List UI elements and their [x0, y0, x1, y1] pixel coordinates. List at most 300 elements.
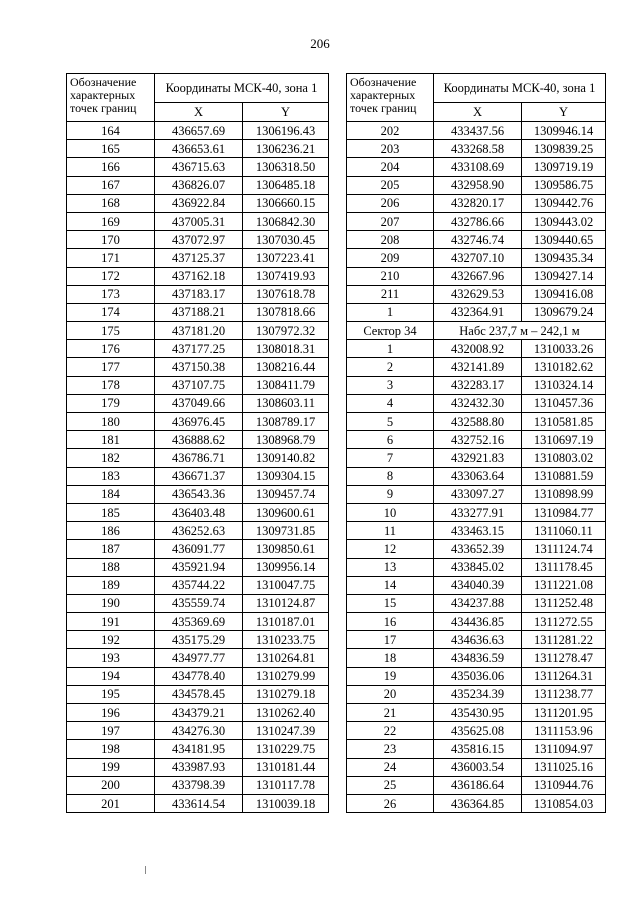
point-number: 208: [347, 231, 434, 249]
table-row: [67, 540, 329, 558]
table-row: [67, 376, 329, 394]
table-row: [347, 649, 606, 667]
table-row: [347, 394, 606, 412]
point-number: 201: [67, 794, 155, 812]
y-coordinate: 1309457.74: [243, 485, 329, 503]
point-number: 175: [67, 322, 155, 340]
point-number: 183: [67, 467, 155, 485]
y-coordinate: 1310279.99: [243, 667, 329, 685]
table-row: [347, 594, 606, 612]
x-coordinate: 432008.92: [434, 340, 522, 358]
table-row: [347, 776, 606, 794]
x-coordinate: 433987.93: [155, 758, 243, 776]
x-coordinate: 433097.27: [434, 485, 522, 503]
point-number: 195: [67, 685, 155, 703]
point-number: 211: [347, 285, 434, 303]
table-row: [347, 704, 606, 722]
point-number: 179: [67, 394, 155, 412]
x-coordinate: 437005.31: [155, 212, 243, 230]
x-coordinate: 434040.39: [434, 576, 522, 594]
x-coordinate: 437188.21: [155, 303, 243, 321]
point-number: 15: [347, 594, 434, 612]
table-row: [67, 394, 329, 412]
y-coordinate: 1310181.44: [243, 758, 329, 776]
y-coordinate: 1310033.26: [522, 340, 606, 358]
point-number: 11: [347, 522, 434, 540]
y-coordinate: 1311252.48: [522, 594, 606, 612]
point-number: 166: [67, 158, 155, 176]
y-header: Y: [243, 103, 329, 122]
x-coordinate: 433268.58: [434, 140, 522, 158]
x-coordinate: 433463.15: [434, 522, 522, 540]
point-number: 207: [347, 212, 434, 230]
table-row: [67, 140, 329, 158]
y-coordinate: 1308789.17: [243, 413, 329, 431]
y-coordinate: 1311153.96: [522, 722, 606, 740]
point-number: 21: [347, 704, 434, 722]
table-row: [67, 449, 329, 467]
point-number: 164: [67, 122, 155, 140]
point-number: 22: [347, 722, 434, 740]
x-coordinate: 432667.96: [434, 267, 522, 285]
y-coordinate: 1306485.18: [243, 176, 329, 194]
y-coordinate: 1309304.15: [243, 467, 329, 485]
y-coordinate: 1310233.75: [243, 631, 329, 649]
table-row: [347, 140, 606, 158]
y-coordinate: 1309435.34: [522, 249, 606, 267]
point-number: 172: [67, 267, 155, 285]
table-row: [347, 303, 606, 321]
table-row: [67, 267, 329, 285]
x-coordinate: 433798.39: [155, 776, 243, 794]
table-row: [67, 576, 329, 594]
sector-section: [347, 322, 606, 340]
page-number: 206: [310, 36, 330, 51]
y-coordinate: 1310854.03: [522, 794, 606, 812]
point-number: 188: [67, 558, 155, 576]
y-coordinate: 1311025.16: [522, 758, 606, 776]
table-row: [67, 358, 329, 376]
coordinates-body-left: [67, 122, 329, 813]
point-number: 165: [67, 140, 155, 158]
x-coordinate: 434836.59: [434, 649, 522, 667]
x-coordinate: 432746.74: [434, 231, 522, 249]
point-number: 204: [347, 158, 434, 176]
point-number: 196: [67, 704, 155, 722]
x-coordinate: 436657.69: [155, 122, 243, 140]
x-coordinate: 437183.17: [155, 285, 243, 303]
table-row: [347, 613, 606, 631]
table-row: [347, 722, 606, 740]
y-coordinate: 1308603.11: [243, 394, 329, 412]
x-coordinate: 433108.69: [434, 158, 522, 176]
x-coordinate: 436653.61: [155, 140, 243, 158]
x-coordinate: 432707.10: [434, 249, 522, 267]
coordinates-body-right-top: [347, 122, 606, 322]
point-number: 173: [67, 285, 155, 303]
x-coordinate: 432921.83: [434, 449, 522, 467]
x-coordinate: 435921.94: [155, 558, 243, 576]
y-coordinate: 1310264.81: [243, 649, 329, 667]
point-number: 185: [67, 503, 155, 521]
y-coordinate: 1311272.55: [522, 613, 606, 631]
x-coordinate: 433614.54: [155, 794, 243, 812]
x-coordinate: 435369.69: [155, 613, 243, 631]
x-coordinate: 435744.22: [155, 576, 243, 594]
table-row: [67, 285, 329, 303]
x-coordinate: 433652.39: [434, 540, 522, 558]
y-coordinate: 1310881.59: [522, 467, 606, 485]
y-coordinate: 1306660.15: [243, 194, 329, 212]
table-row: [347, 413, 606, 431]
point-number: 13: [347, 558, 434, 576]
point-number: 198: [67, 740, 155, 758]
y-coordinate: 1310803.02: [522, 449, 606, 467]
y-coordinate: 1311221.08: [522, 576, 606, 594]
table-row: [347, 540, 606, 558]
x-coordinate: 435036.06: [434, 667, 522, 685]
y-header: Y: [522, 103, 606, 122]
point-number: 210: [347, 267, 434, 285]
y-coordinate: 1310944.76: [522, 776, 606, 794]
y-coordinate: 1310984.77: [522, 503, 606, 521]
table-row: [67, 231, 329, 249]
point-number: 17: [347, 631, 434, 649]
y-coordinate: 1306236.21: [243, 140, 329, 158]
table-row: [67, 340, 329, 358]
y-coordinate: 1310457.36: [522, 394, 606, 412]
x-coordinate: 432629.53: [434, 285, 522, 303]
x-coordinate: 437177.25: [155, 340, 243, 358]
table-row: [67, 503, 329, 521]
point-number: 199: [67, 758, 155, 776]
y-coordinate: 1311178.45: [522, 558, 606, 576]
table-row: [347, 522, 606, 540]
y-coordinate: 1311094.97: [522, 740, 606, 758]
y-coordinate: 1310279.18: [243, 685, 329, 703]
y-coordinate: 1310124.87: [243, 594, 329, 612]
table-row: [67, 631, 329, 649]
y-coordinate: 1309679.24: [522, 303, 606, 321]
coordinates-body-right-bottom: [347, 340, 606, 813]
point-number: 206: [347, 194, 434, 212]
coordinates-table-left: [66, 73, 329, 813]
x-coordinate: 432786.66: [434, 212, 522, 230]
table-row: [67, 794, 329, 812]
point-number: 189: [67, 576, 155, 594]
table-row: [67, 303, 329, 321]
coords-title-header: Координаты МСК-40, зона 1: [155, 74, 329, 103]
table-row: [67, 740, 329, 758]
table-row: [67, 522, 329, 540]
y-coordinate: 1307419.93: [243, 267, 329, 285]
y-coordinate: 1311201.95: [522, 704, 606, 722]
table-row: [347, 631, 606, 649]
x-coordinate: 434237.88: [434, 594, 522, 612]
point-number: 180: [67, 413, 155, 431]
x-coordinate: 434436.85: [434, 613, 522, 631]
table-row: [347, 122, 606, 140]
x-coordinate: 432283.17: [434, 376, 522, 394]
table-row: [67, 558, 329, 576]
table-row: [67, 685, 329, 703]
y-coordinate: 1308216.44: [243, 358, 329, 376]
point-label-header: Обозначение характерных точек границ: [347, 74, 434, 122]
table-row: [347, 358, 606, 376]
table-row: [67, 194, 329, 212]
x-coordinate: 432958.90: [434, 176, 522, 194]
y-coordinate: 1310187.01: [243, 613, 329, 631]
x-coordinate: 432364.91: [434, 303, 522, 321]
y-coordinate: 1311278.47: [522, 649, 606, 667]
x-coordinate: 436091.77: [155, 540, 243, 558]
x-coordinate: 432432.30: [434, 394, 522, 412]
y-coordinate: 1310039.18: [243, 794, 329, 812]
point-number: 7: [347, 449, 434, 467]
y-coordinate: 1310898.99: [522, 485, 606, 503]
x-coordinate: 432588.80: [434, 413, 522, 431]
point-number: 25: [347, 776, 434, 794]
y-coordinate: 1308968.79: [243, 431, 329, 449]
table-row: [347, 158, 606, 176]
point-number: 192: [67, 631, 155, 649]
scan-mark: [145, 866, 146, 874]
table-row: [67, 722, 329, 740]
x-coordinate: 434578.45: [155, 685, 243, 703]
sector-row: [347, 322, 606, 340]
x-coordinate: 434276.30: [155, 722, 243, 740]
point-number: 4: [347, 394, 434, 412]
y-coordinate: 1310247.39: [243, 722, 329, 740]
table-row: [67, 667, 329, 685]
sector-name: Сектор 34: [347, 322, 434, 340]
y-coordinate: 1307972.32: [243, 322, 329, 340]
x-coordinate: 432752.16: [434, 431, 522, 449]
table-row: [347, 340, 606, 358]
point-number: 190: [67, 594, 155, 612]
x-coordinate: 434181.95: [155, 740, 243, 758]
point-number: 19: [347, 667, 434, 685]
y-coordinate: 1307818.66: [243, 303, 329, 321]
y-coordinate: 1310262.40: [243, 704, 329, 722]
x-coordinate: 434379.21: [155, 704, 243, 722]
point-number: 209: [347, 249, 434, 267]
point-number: 191: [67, 613, 155, 631]
sector-height-range: Набс 237,7 м – 242,1 м: [434, 322, 606, 340]
x-coordinate: 437181.20: [155, 322, 243, 340]
point-number: 177: [67, 358, 155, 376]
x-coordinate: 433845.02: [434, 558, 522, 576]
x-header: X: [155, 103, 243, 122]
y-coordinate: 1307223.41: [243, 249, 329, 267]
x-coordinate: 433063.64: [434, 467, 522, 485]
x-coordinate: 437072.97: [155, 231, 243, 249]
y-coordinate: 1306196.43: [243, 122, 329, 140]
x-coordinate: 435175.29: [155, 631, 243, 649]
table-row: [347, 267, 606, 285]
table-row: [67, 176, 329, 194]
table-row: [67, 158, 329, 176]
point-number: 181: [67, 431, 155, 449]
y-coordinate: 1308018.31: [243, 340, 329, 358]
y-coordinate: 1310229.75: [243, 740, 329, 758]
y-coordinate: 1311060.11: [522, 522, 606, 540]
y-coordinate: 1310581.85: [522, 413, 606, 431]
point-number: 8: [347, 467, 434, 485]
table-row: [347, 176, 606, 194]
x-coordinate: 435234.39: [434, 685, 522, 703]
table-row: [67, 122, 329, 140]
point-number: 10: [347, 503, 434, 521]
x-coordinate: 436543.36: [155, 485, 243, 503]
point-label-header: Обозначение характерных точек границ: [67, 74, 155, 122]
point-number: 170: [67, 231, 155, 249]
point-number: 200: [67, 776, 155, 794]
y-coordinate: 1309586.75: [522, 176, 606, 194]
point-number: 203: [347, 140, 434, 158]
table-row: [347, 431, 606, 449]
y-coordinate: 1310182.62: [522, 358, 606, 376]
y-coordinate: 1309719.19: [522, 158, 606, 176]
table-row: [67, 776, 329, 794]
point-number: 169: [67, 212, 155, 230]
y-coordinate: 1310697.19: [522, 431, 606, 449]
point-number: 193: [67, 649, 155, 667]
table-row: [347, 503, 606, 521]
y-coordinate: 1309416.08: [522, 285, 606, 303]
x-coordinate: 436976.45: [155, 413, 243, 431]
x-coordinate: 434778.40: [155, 667, 243, 685]
table-row: [67, 249, 329, 267]
table-row: [347, 576, 606, 594]
point-number: 23: [347, 740, 434, 758]
table-row: [67, 649, 329, 667]
point-number: 14: [347, 576, 434, 594]
point-number: 6: [347, 431, 434, 449]
table-row: [347, 285, 606, 303]
table-row: [347, 467, 606, 485]
table-row: [347, 449, 606, 467]
x-coordinate: 436252.63: [155, 522, 243, 540]
table-row: [347, 794, 606, 812]
point-number: 26: [347, 794, 434, 812]
y-coordinate: 1308411.79: [243, 376, 329, 394]
x-coordinate: 435430.95: [434, 704, 522, 722]
point-number: 9: [347, 485, 434, 503]
table-row: [347, 231, 606, 249]
table-row: [347, 558, 606, 576]
table-row: [67, 212, 329, 230]
y-coordinate: 1309731.85: [243, 522, 329, 540]
point-number: 171: [67, 249, 155, 267]
x-coordinate: 437125.37: [155, 249, 243, 267]
y-coordinate: 1311264.31: [522, 667, 606, 685]
point-number: 186: [67, 522, 155, 540]
y-coordinate: 1309946.14: [522, 122, 606, 140]
table-row: [67, 413, 329, 431]
x-coordinate: 436403.48: [155, 503, 243, 521]
y-coordinate: 1311238.77: [522, 685, 606, 703]
point-number: 1: [347, 340, 434, 358]
x-coordinate: 436364.85: [434, 794, 522, 812]
point-number: 3: [347, 376, 434, 394]
table-row: [67, 485, 329, 503]
x-coordinate: 435625.08: [434, 722, 522, 740]
table-row: [347, 376, 606, 394]
y-coordinate: 1310047.75: [243, 576, 329, 594]
point-number: 182: [67, 449, 155, 467]
y-coordinate: 1307030.45: [243, 231, 329, 249]
point-number: 24: [347, 758, 434, 776]
x-coordinate: 436786.71: [155, 449, 243, 467]
x-coordinate: 435816.15: [434, 740, 522, 758]
point-number: 2: [347, 358, 434, 376]
y-coordinate: 1307618.78: [243, 285, 329, 303]
x-coordinate: 436888.62: [155, 431, 243, 449]
table-row: [67, 467, 329, 485]
point-number: 178: [67, 376, 155, 394]
point-number: 187: [67, 540, 155, 558]
y-coordinate: 1311281.22: [522, 631, 606, 649]
y-coordinate: 1309140.82: [243, 449, 329, 467]
point-number: 176: [67, 340, 155, 358]
point-number: 202: [347, 122, 434, 140]
table-row: [347, 212, 606, 230]
x-coordinate: 437107.75: [155, 376, 243, 394]
y-coordinate: 1309850.61: [243, 540, 329, 558]
x-coordinate: 436826.07: [155, 176, 243, 194]
table-row: [67, 594, 329, 612]
x-coordinate: 436715.63: [155, 158, 243, 176]
x-coordinate: 433277.91: [434, 503, 522, 521]
point-number: 5: [347, 413, 434, 431]
x-coordinate: 432820.17: [434, 194, 522, 212]
y-coordinate: 1306842.30: [243, 212, 329, 230]
y-coordinate: 1309443.02: [522, 212, 606, 230]
x-coordinate: 434636.63: [434, 631, 522, 649]
point-number: 16: [347, 613, 434, 631]
y-coordinate: 1306318.50: [243, 158, 329, 176]
y-coordinate: 1309839.25: [522, 140, 606, 158]
y-coordinate: 1310117.78: [243, 776, 329, 794]
table-row: [347, 685, 606, 703]
y-coordinate: 1309442.76: [522, 194, 606, 212]
x-coordinate: 436003.54: [434, 758, 522, 776]
point-number: 20: [347, 685, 434, 703]
x-coordinate: 433437.56: [434, 122, 522, 140]
table-row: [347, 740, 606, 758]
y-coordinate: 1311124.74: [522, 540, 606, 558]
y-coordinate: 1309427.14: [522, 267, 606, 285]
x-header: X: [434, 103, 522, 122]
x-coordinate: 437049.66: [155, 394, 243, 412]
table-row: [347, 667, 606, 685]
point-number: 205: [347, 176, 434, 194]
point-number: 18: [347, 649, 434, 667]
point-number: 167: [67, 176, 155, 194]
table-row: [67, 613, 329, 631]
coordinates-table-right: [346, 73, 606, 813]
x-coordinate: 436186.64: [434, 776, 522, 794]
x-coordinate: 432141.89: [434, 358, 522, 376]
table-row: [67, 322, 329, 340]
point-number: 12: [347, 540, 434, 558]
table-row: [347, 758, 606, 776]
point-number: 194: [67, 667, 155, 685]
y-coordinate: 1309956.14: [243, 558, 329, 576]
point-number: 1: [347, 303, 434, 321]
point-number: 174: [67, 303, 155, 321]
